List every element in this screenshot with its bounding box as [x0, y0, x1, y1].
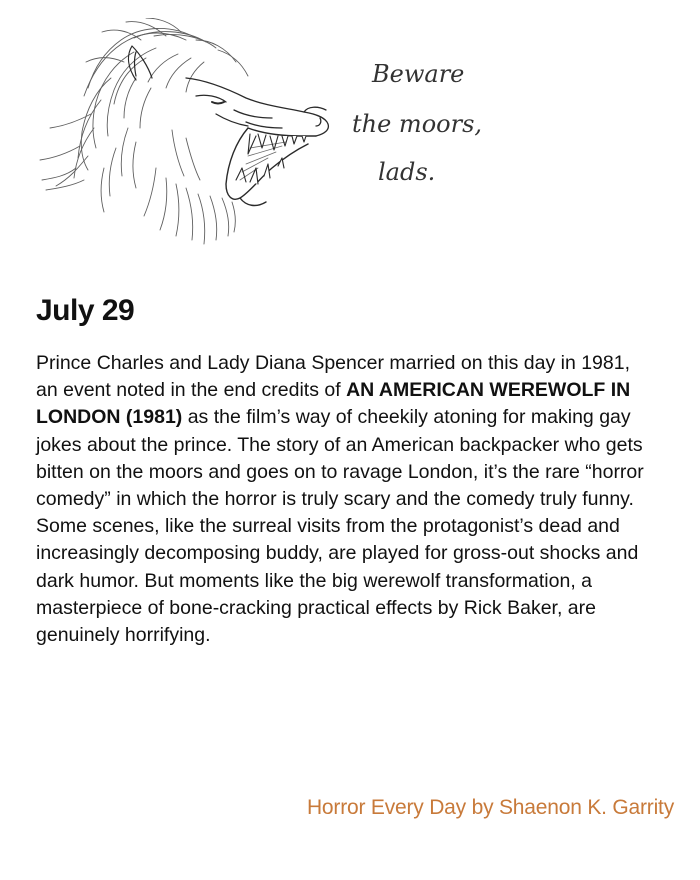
entry-description: as the film’s way of cheekily atoning for making gay jokes about the prince. The story of an American backpacker who gets bitten on the moors and goes on to ravage London, it’s the rare “horror comedy” in which the horror is truly scary and the comedy truly funny. Some scenes, like the surreal visits from the protagonist’s dead and increasingly decomposing buddy, are played for gross-out shocks and dark humor. But moments like the big werewolf transformation, a masterpiece of bone-cracking practical effects by Rick Baker, are genuinely horrifying. [36, 406, 644, 647]
footer-credit: Horror Every Day by Shaenon K. Garrity [306, 796, 674, 819]
caption-line-1: Beware [372, 60, 465, 88]
film-title: AN AMERICAN WEREWOLF IN LONDON (1981) [36, 379, 631, 429]
werewolf-sketch-icon [36, 18, 336, 253]
handwritten-caption [348, 52, 498, 192]
caption-line-3: lads. [378, 158, 436, 186]
entry-intro: Prince Charles and Lady Diana Spencer married on this day in 1981, an event noted in the end credits of [36, 352, 631, 402]
entry-date: July 29 [36, 294, 135, 327]
entry-body [36, 350, 646, 649]
caption-line-2: the moors, [352, 110, 483, 138]
